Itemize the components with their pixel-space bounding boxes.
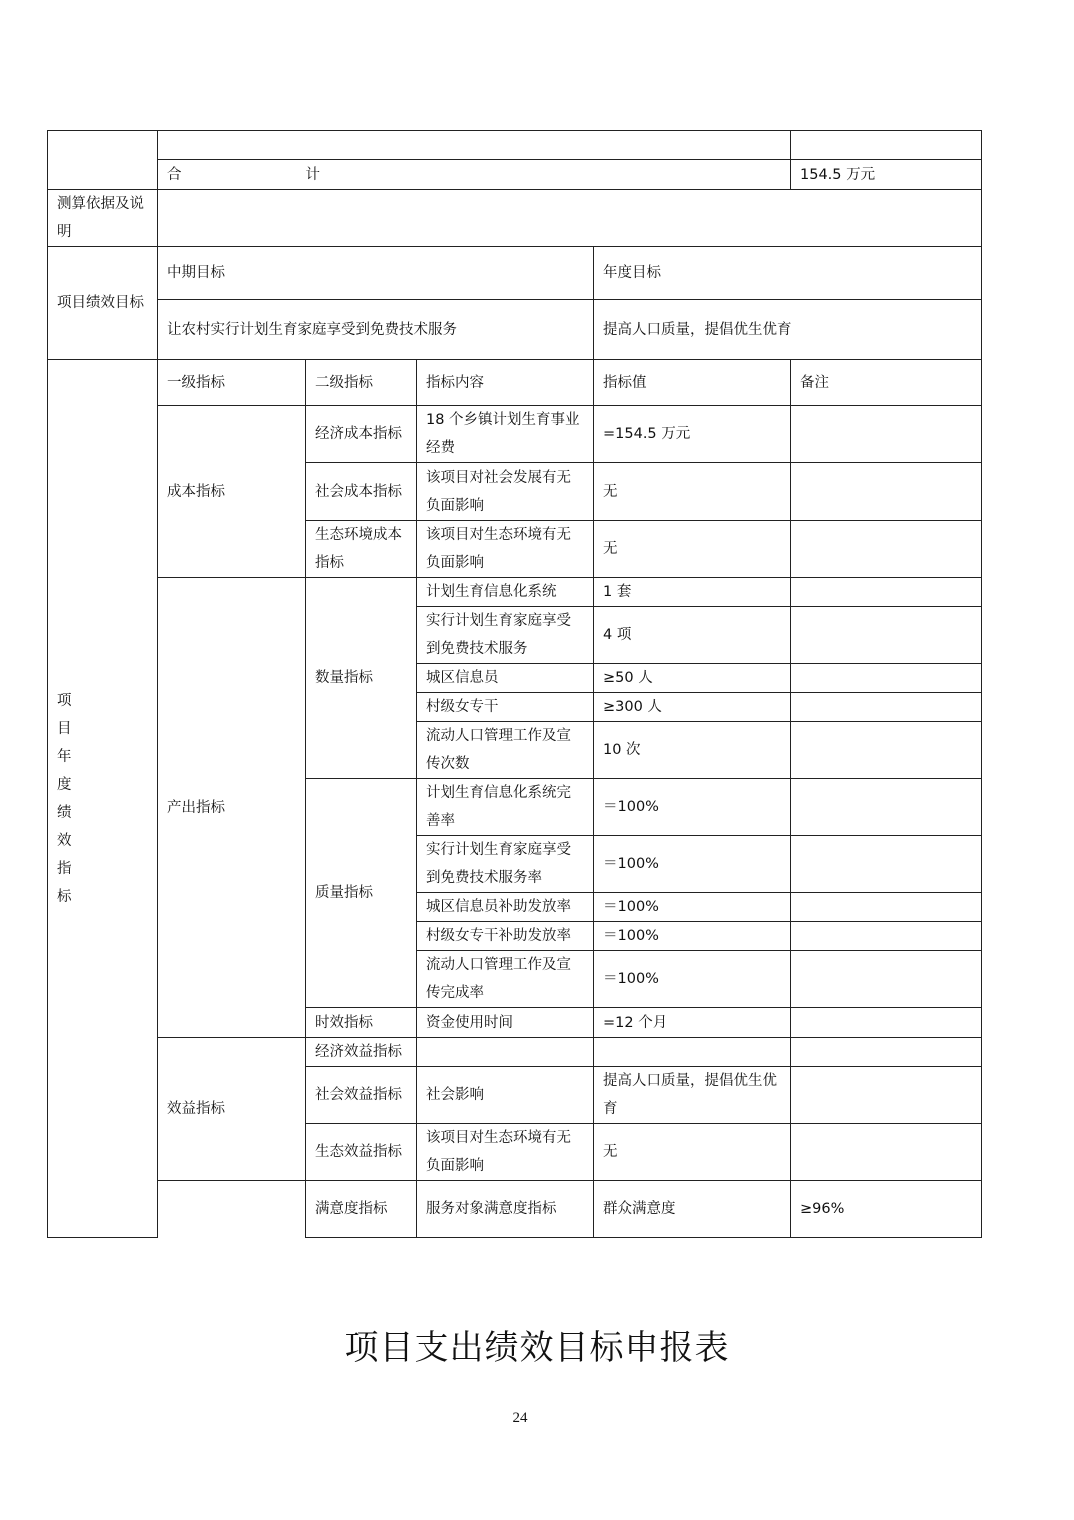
side-char: 标 [57, 888, 72, 905]
document-title: 项目支出绩效目标申报表 [344, 1328, 730, 1368]
table-row-value: 无 [594, 521, 791, 578]
side-char: 年 [57, 748, 72, 765]
satisfaction-content: 群众满意度 [594, 1181, 791, 1238]
mid-term-header: 中期目标 [158, 247, 594, 300]
table-row-content: 18 个乡镇计划生育事业经费 [417, 406, 594, 463]
table-row-content: 资金使用时间 [417, 1008, 594, 1038]
satisfaction-value: ≥96% [791, 1181, 982, 1238]
table-row-content: 社会影响 [417, 1067, 594, 1124]
table-row-note [791, 463, 982, 521]
side-gap [158, 1181, 306, 1238]
table-row-value: 4 项 [594, 607, 791, 664]
table-row-content: 该项目对社会发展有无负面影响 [417, 463, 594, 521]
table-row-note [791, 1067, 982, 1124]
basis-value [158, 190, 982, 247]
table-row-value: ＝100% [594, 951, 791, 1008]
performance-table [47, 130, 982, 1238]
table-row-value: =12 个月 [594, 1008, 791, 1038]
table-row-value: ＝100% [594, 779, 791, 836]
table-row-content: 城区信息员补助发放率 [417, 893, 594, 922]
blank-item-cell [158, 131, 791, 160]
header-content: 指标内容 [417, 360, 594, 406]
table-row-value: 无 [594, 463, 791, 521]
table-row-level2: 生态环境成本指标 [306, 521, 417, 578]
total-value: 154.5 万元 [791, 160, 982, 190]
blank-amount-cell [791, 131, 982, 160]
table-row-note [791, 893, 982, 922]
table-row-value: ≥300 人 [594, 693, 791, 722]
table-row-note [791, 951, 982, 1008]
table-row-note [791, 779, 982, 836]
table-row-note [791, 693, 982, 722]
benefit-level1: 效益指标 [158, 1038, 306, 1181]
table-row-content: 流动人口管理工作及宣传完成率 [417, 951, 594, 1008]
table-row-content: 该项目对生态环境有无负面影响 [417, 1124, 594, 1181]
table-row-value: ≥50 人 [594, 664, 791, 693]
table-row-content: 村级女专干 [417, 693, 594, 722]
table-row-note [791, 664, 982, 693]
table-row-value: 无 [594, 1124, 791, 1181]
table-row-note [791, 1008, 982, 1038]
table-row-content: 实行计划生育家庭享受到免费技术服务率 [417, 836, 594, 893]
quality-level2: 质量指标 [306, 779, 417, 1008]
annual-indicator-side-label [48, 360, 158, 1238]
annual-text: 提高人口质量，提倡优生优育 [594, 300, 982, 360]
mid-term-text: 让农村实行计划生育家庭享受到免费技术服务 [158, 300, 594, 360]
table-row-content: 城区信息员 [417, 664, 594, 693]
quantity-level2: 数量指标 [306, 578, 417, 779]
table-row-value: ＝100% [594, 836, 791, 893]
table-row-note [791, 836, 982, 893]
goal-label: 项目绩效目标 [48, 247, 158, 360]
table-row-content [417, 1038, 594, 1067]
satisfaction-level1: 满意度指标 [306, 1181, 417, 1238]
table-row-note [791, 578, 982, 607]
side-char: 指 [57, 860, 72, 877]
table-row-content: 计划生育信息化系统 [417, 578, 594, 607]
header-note: 备注 [791, 360, 982, 406]
table-row-note [791, 722, 982, 779]
table-row-note [791, 1038, 982, 1067]
table-row-level2: 社会成本指标 [306, 463, 417, 521]
side-char: 度 [57, 776, 72, 793]
table-row-note [791, 607, 982, 664]
output-level1: 产出指标 [158, 578, 306, 1038]
page-number: 24 [512, 1410, 528, 1426]
side-char: 目 [57, 720, 72, 737]
top-left-cell [48, 131, 158, 190]
header-value: 指标值 [594, 360, 791, 406]
table-row-value [594, 1038, 791, 1067]
side-char: 绩 [57, 804, 72, 821]
table-row-note [791, 521, 982, 578]
table-row-content: 流动人口管理工作及宣传次数 [417, 722, 594, 779]
total-label-right: 计 [305, 166, 320, 183]
table-row-note [791, 922, 982, 951]
time-level2: 时效指标 [306, 1008, 417, 1038]
table-row-note [791, 1124, 982, 1181]
table-row-value: =154.5 万元 [594, 406, 791, 463]
table-row-level2: 社会效益指标 [306, 1067, 417, 1124]
table-row-value: ＝100% [594, 893, 791, 922]
side-char: 项 [57, 692, 72, 709]
table-row-content: 计划生育信息化系统完善率 [417, 779, 594, 836]
table-row-level2: 经济效益指标 [306, 1038, 417, 1067]
table-row-content: 实行计划生育家庭享受到免费技术服务 [417, 607, 594, 664]
table-row-level2: 生态效益指标 [306, 1124, 417, 1181]
table-row-value: ＝100% [594, 922, 791, 951]
table-row-value: 1 套 [594, 578, 791, 607]
table-row-value: 提高人口质量，提倡优生优育 [594, 1067, 791, 1124]
table-row-content: 该项目对生态环境有无负面影响 [417, 521, 594, 578]
cost-level1: 成本指标 [158, 406, 306, 578]
side-char: 效 [57, 832, 72, 849]
total-label [158, 160, 791, 190]
annual-header: 年度目标 [594, 247, 982, 300]
satisfaction-level2: 服务对象满意度指标 [417, 1181, 594, 1238]
table-row-content: 村级女专干补助发放率 [417, 922, 594, 951]
header-level1: 一级指标 [158, 360, 306, 406]
header-level2: 二级指标 [306, 360, 417, 406]
table-row-level2: 经济成本指标 [306, 406, 417, 463]
total-label-left: 合 [167, 166, 182, 183]
basis-label: 测算依据及说明 [48, 190, 158, 247]
table-row-value: 10 次 [594, 722, 791, 779]
table-row-note [791, 406, 982, 463]
